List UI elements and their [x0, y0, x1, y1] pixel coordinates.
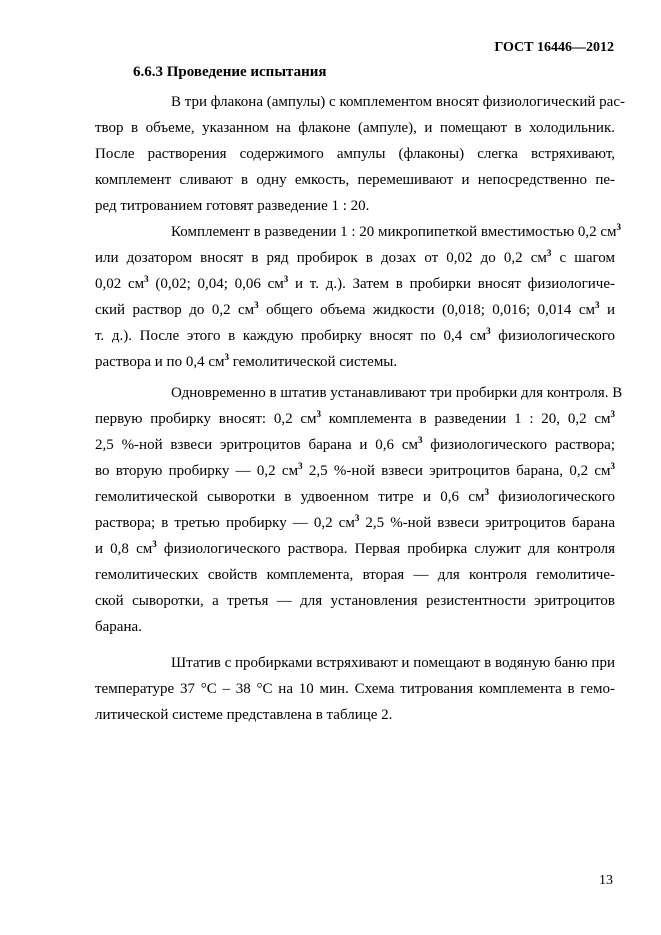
text-line: Одновременно в штатив устанавливают три пробирки для контроля. В	[171, 385, 623, 401]
text-line: комплемент сливают в одну емкость, перемешивают и непосредственно пе-	[95, 172, 615, 188]
text-line: раствора; в третью пробирку — 0,2 $см^3$ 2,5 %-ной взвеси эритроцитов барана	[95, 513, 615, 531]
text-line: Штатив с пробирками встряхивают и помещают в водяную баню при	[171, 655, 615, 671]
text-line: ред титрованием готовят разведение 1 : 20.	[95, 198, 370, 214]
text-line: твор в объеме, указанном на флаконе (ампуле), и помещают в холодильник.	[95, 120, 615, 136]
page-number: 13	[599, 873, 613, 888]
text-line: во вторую пробирку — 0,2 $см^3$ 2,5 %-ной взвеси эритроцитов барана, 0,2 $см^3$	[95, 461, 616, 479]
text-line: барана.	[95, 619, 142, 635]
text-line: литической системе представлена в таблице 2.	[95, 707, 393, 723]
text-line: В три флакона (ампулы) с комплементом вносят физиологический рас-	[171, 94, 625, 110]
paragraph-control-tubes	[95, 380, 623, 640]
text-line: ской сыворотки, а третья — для установления резистентности эритроцитов	[95, 593, 615, 609]
text-line: гемолитических свойств комплемента, вторая — для контроля гемолитиче-	[95, 567, 615, 583]
text-line: и 0,8 $см^3$ физиологического раствора. Первая пробирка служит для контроля	[95, 539, 615, 557]
text-line: Комплемент в разведении 1 : 20 микропипеткой вместимостью 0,2 $см^3$	[171, 222, 622, 240]
document-code-header: ГОСТ 16446—2012	[494, 40, 614, 55]
text-line: т. д.). После этого в каждую пробирку вносят по 0,4 $см^3$ физиологического	[95, 326, 615, 344]
text-line: температуре 37 °С – 38 °С на 10 мин. Схема титрования комплемента в гемо-	[95, 681, 615, 697]
text-line: 0,02 $см^3$ (0,02; 0,04; 0,06 $см^3$ и т. д.). Затем в пробирки вносят физиологиче-	[95, 274, 615, 292]
text-line: первую пробирку вносят: 0,2 $см^3$ комплемента в разведении 1 : 20, 0,2 $см^3$	[95, 409, 615, 427]
text-line: гемолитической сыворотки в удвоенном титре и 0,6 $см^3$ физиологического	[95, 487, 615, 505]
paragraph-complement-dilution	[95, 219, 622, 375]
text-line: ский раствор до 0,2 $см^3$ общего объема жидкости (0,018; 0,016; 0,014 $см^3$ и	[95, 300, 616, 318]
text-line: или дозатором вносят в ряд пробирок в дозах от 0,02 до 0,2 $см^3$ с шагом	[95, 248, 615, 266]
paragraph-tubes-preparation	[95, 89, 625, 219]
section-heading: 6.6.3 Проведение испытания	[133, 64, 327, 80]
text-line: 2,5 %-ной взвеси эритроцитов барана и 0,6 $см^3$ физиологического раствора;	[95, 435, 615, 453]
paragraph-water-bath	[95, 650, 615, 728]
text-line: раствора и по 0,4 $см^3$ гемолитической системы.	[95, 352, 398, 370]
text-line: После растворения содержимого ампулы (флаконы) слегка встряхивают,	[95, 146, 615, 162]
